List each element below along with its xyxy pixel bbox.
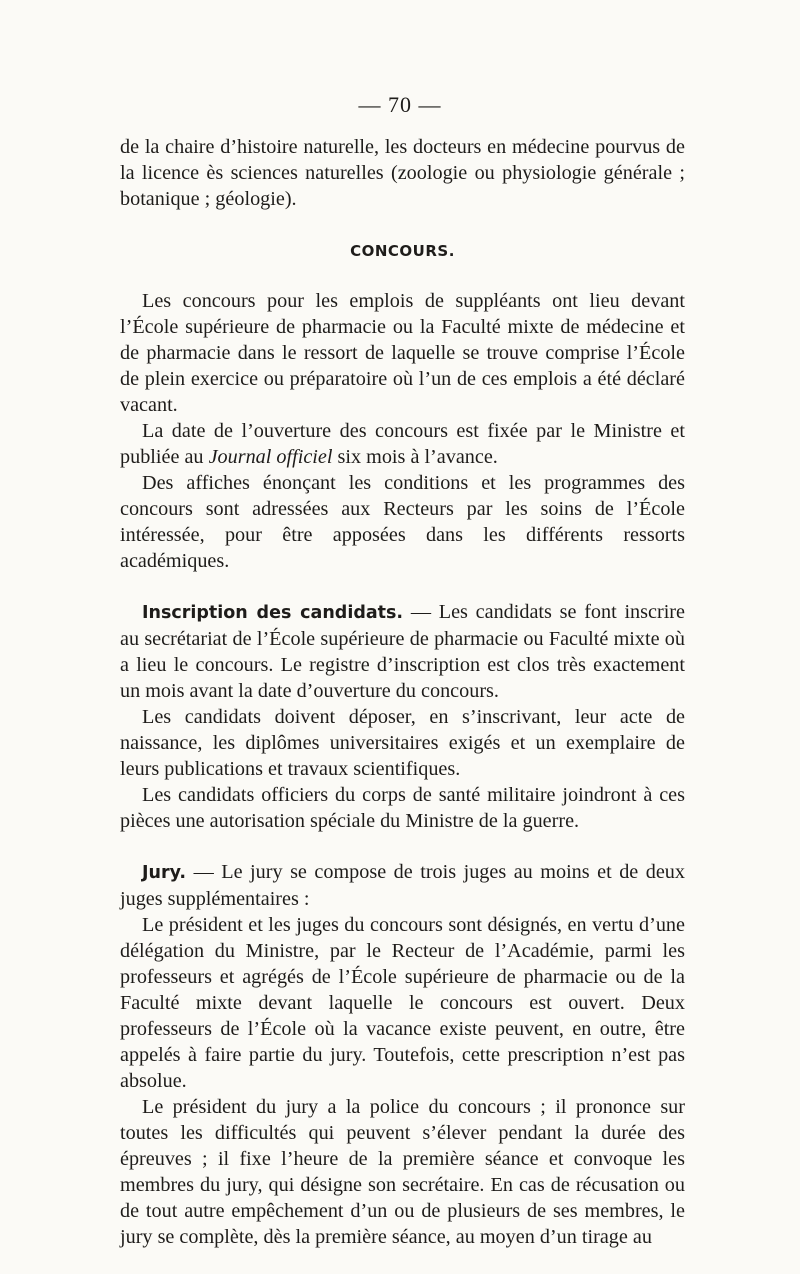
inscription-paragraph-1 (120, 599, 685, 704)
jury-paragraph-1-text: — Le jury se compose de trois juges au moins et de deux juges supplémentaires : (120, 861, 685, 910)
section-gap (120, 834, 685, 859)
jury-paragraph-3: Le président du jury a la police du concours ; il prononce sur toutes les difficultés qui peuvent s’élever pendant la durée des épreuves ; il fixe l’heure de la première séance et convoque les membres du jury, qui désigne son secrétaire. En cas de récusation ou de tout autre empêchement d’un ou de plusieurs de ses membres, le jury se complète, dès la première séance, au moyen d’un tirage au (120, 1096, 685, 1248)
inscription-paragraph-2: Les candidats doivent déposer, en s’inscrivant, leur acte de naissance, les diplômes universitaires exigés et un exemplaire de leurs publications et travaux scientifiques. (120, 706, 685, 780)
concours-paragraph-2 (120, 418, 685, 470)
inscription-paragraph-1-text: — Les candidats se font inscrire au secrétariat de l’École supérieure de pharmacie ou Faculté mixte où a lieu le concours. Le registre d’inscription est clos très exactement un mois avant la date d’ouverture du concours. (120, 601, 685, 702)
section-gap (120, 574, 685, 599)
jury-paragraph-2: Le président et les juges du concours sont désignés, en vertu d’une délégation du Ministre, par le Recteur de l’Académie, parmi les professeurs et agrégés de l’École supérieure de pharmacie ou de la Faculté mixte devant laquelle le concours est ouvert. Deux professeurs de l’École où la vacance existe peuvent, en outre, être appelés à faire partie du jury. Toutefois, cette prescription n’est pas absolue. (120, 914, 685, 1092)
intro-paragraph: de la chaire d’histoire naturelle, les docteurs en médecine pourvus de la licence ès sciences naturelles (zoologie ou physiologie générale ; botanique ; géologie). (120, 136, 685, 210)
jury-runin-heading: Jury. (142, 863, 187, 883)
inscription-paragraph-3: Les candidats officiers du corps de santé militaire joindront à ces pièces une autorisation spéciale du Ministre de la guerre. (120, 784, 685, 832)
concours-paragraph-2-start: La date de l’ouverture des concours est fixée par le Ministre et publiée au (120, 420, 685, 468)
journal-officiel-title: Journal officiel (208, 446, 333, 468)
concours-paragraph-1: Les concours pour les emplois de suppléants ont lieu devant l’École supérieure de pharmacie ou la Faculté mixte de médecine et de pharmacie dans le ressort de laquelle se trouve comprise l’École de plein exercice ou préparatoire où l’un de ces emplois a été déclaré vacant. (120, 290, 685, 416)
concours-paragraph-2-end: six mois à l’avance. (332, 446, 498, 468)
concours-paragraph-3: Des affiches énonçant les conditions et les programmes des concours sont adressées aux Recteurs par les soins de l’École intéressée, pour être apposées dans les différents ressorts académiques. (120, 472, 685, 572)
body-text (120, 134, 685, 1250)
section-heading-concours: CONCOURS. (350, 242, 455, 260)
jury-paragraph-1 (120, 859, 685, 912)
page-number: — 70 — (358, 92, 442, 117)
inscription-runin-heading: Inscription des candidats. (142, 603, 404, 623)
